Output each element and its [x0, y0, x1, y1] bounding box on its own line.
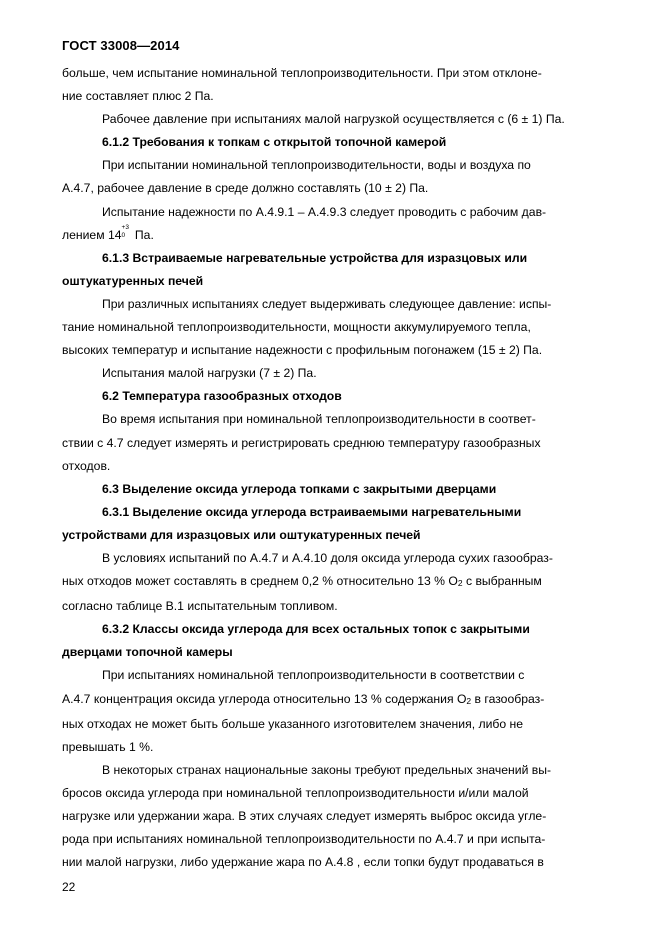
tolerance-lower: 0: [121, 231, 126, 239]
text-line: ствии с 4.7 следует измерять и регистрировать среднюю температуру газообразных: [62, 435, 541, 450]
text-segment: ных отходов может составлять в среднем 0,2 % относительно 13 % О: [62, 574, 458, 589]
text-line: превышать 1 %.: [62, 739, 154, 754]
document-body: [62, 62, 598, 874]
tolerance-upper: +3: [121, 223, 129, 231]
text-line: высоких температур и испытание надежности с профильным погонажем (15 ± 2) Па.: [62, 343, 543, 358]
text-line: рода при испытаниях номинальной теплопроизводительности по А.4.7 и при испыта-: [62, 832, 546, 847]
text-line: больше, чем испытание номинальной теплопроизводительности. При этом отклоне-: [62, 66, 542, 80]
subscript: 2: [466, 695, 472, 706]
text-line: бросов оксида углерода при номинальной теплопроизводительности и/или малой: [62, 785, 529, 800]
document-header: ГОСТ 33008—2014: [62, 38, 180, 53]
text-segment: лением 14: [62, 227, 122, 242]
text-line: Испытания малой нагрузки (7 ± 2) Па.: [102, 366, 317, 381]
text-line: В некоторых странах национальные законы требуют предельных значений вы-: [102, 762, 552, 777]
section-heading-continuation: устройствами для изразцовых или оштукатуренных печей: [62, 527, 421, 542]
text-line-with-subscript: [62, 570, 598, 595]
text-line-with-subscript: [62, 688, 598, 713]
text-line: тание номинальной теплопроизводительности, мощности аккумулируемого тепла,: [62, 320, 531, 335]
subscript: 2: [457, 578, 463, 589]
text-line: А.4.7, рабочее давление в среде должно составлять (10 ± 2) Па.: [62, 181, 429, 196]
section-heading-6-1-2: 6.1.2 Требования к топкам с открытой топочной камерой: [102, 135, 447, 150]
page-number: 22: [62, 880, 76, 894]
text-line: При различных испытаниях следует выдерживать следующее давление: испы-: [102, 296, 552, 311]
text-line: нии малой нагрузки, либо удержание жара по А.4.8 , если топки будут продаваться в: [62, 855, 544, 870]
text-line: нагрузке или удержании жара. В этих случаях следует измерять выброс оксида угле-: [62, 809, 547, 823]
text-segment: А.4.7 концентрация оксида углерода относительно 13 % содержания О: [62, 691, 467, 706]
section-heading-continuation: оштукатуренных печей: [62, 273, 204, 288]
text-segment: Па.: [131, 227, 154, 242]
section-heading-continuation: дверцами топочной камеры: [62, 645, 233, 660]
text-line: Во время испытания при номинальной теплопроизводительности в соответ-: [102, 412, 536, 427]
section-heading-6-1-3: 6.1.3 Встраиваемые нагревательные устройства для изразцовых или: [102, 250, 528, 265]
text-line-with-tolerance: [62, 224, 598, 247]
text-line: При испытании номинальной теплопроизводительности, воды и воздуха по: [102, 158, 531, 173]
section-heading-6-3-1: 6.3.1 Выделение оксида углерода встраиваемыми нагревательными: [102, 504, 522, 519]
tolerance-marks: [121, 223, 132, 239]
section-heading-6-2: 6.2 Температура газообразных отходов: [102, 389, 342, 404]
text-line: В условиях испытаний по А.4.7 и А.4.10 доля оксида углерода сухих газообраз-: [102, 550, 553, 565]
text-line: отходов.: [62, 458, 111, 473]
text-line: согласно таблице В.1 испытательным топливом.: [62, 599, 338, 614]
section-heading-6-3-2: 6.3.2 Классы оксида углерода для всех остальных топок с закрытыми: [102, 622, 530, 637]
text-line: Рабочее давление при испытаниях малой нагрузкой осуществляется с (6 ± 1) Па.: [102, 112, 565, 127]
text-line: ние составляет плюс 2 Па.: [62, 89, 214, 104]
text-line: При испытаниях номинальной теплопроизводительности в соответствии с: [102, 668, 525, 683]
section-heading-6-3: 6.3 Выделение оксида углерода топками с закрытыми дверцами: [102, 481, 497, 496]
text-line: Испытание надежности по А.4.9.1 – А.4.9.3 следует проводить с рабочим дав-: [102, 204, 547, 219]
text-segment: в газообраз-: [471, 691, 545, 706]
text-line: ных отходах не может быть больше указанного изготовителем значения, либо не: [62, 716, 524, 731]
text-segment: с выбранным: [462, 574, 542, 589]
